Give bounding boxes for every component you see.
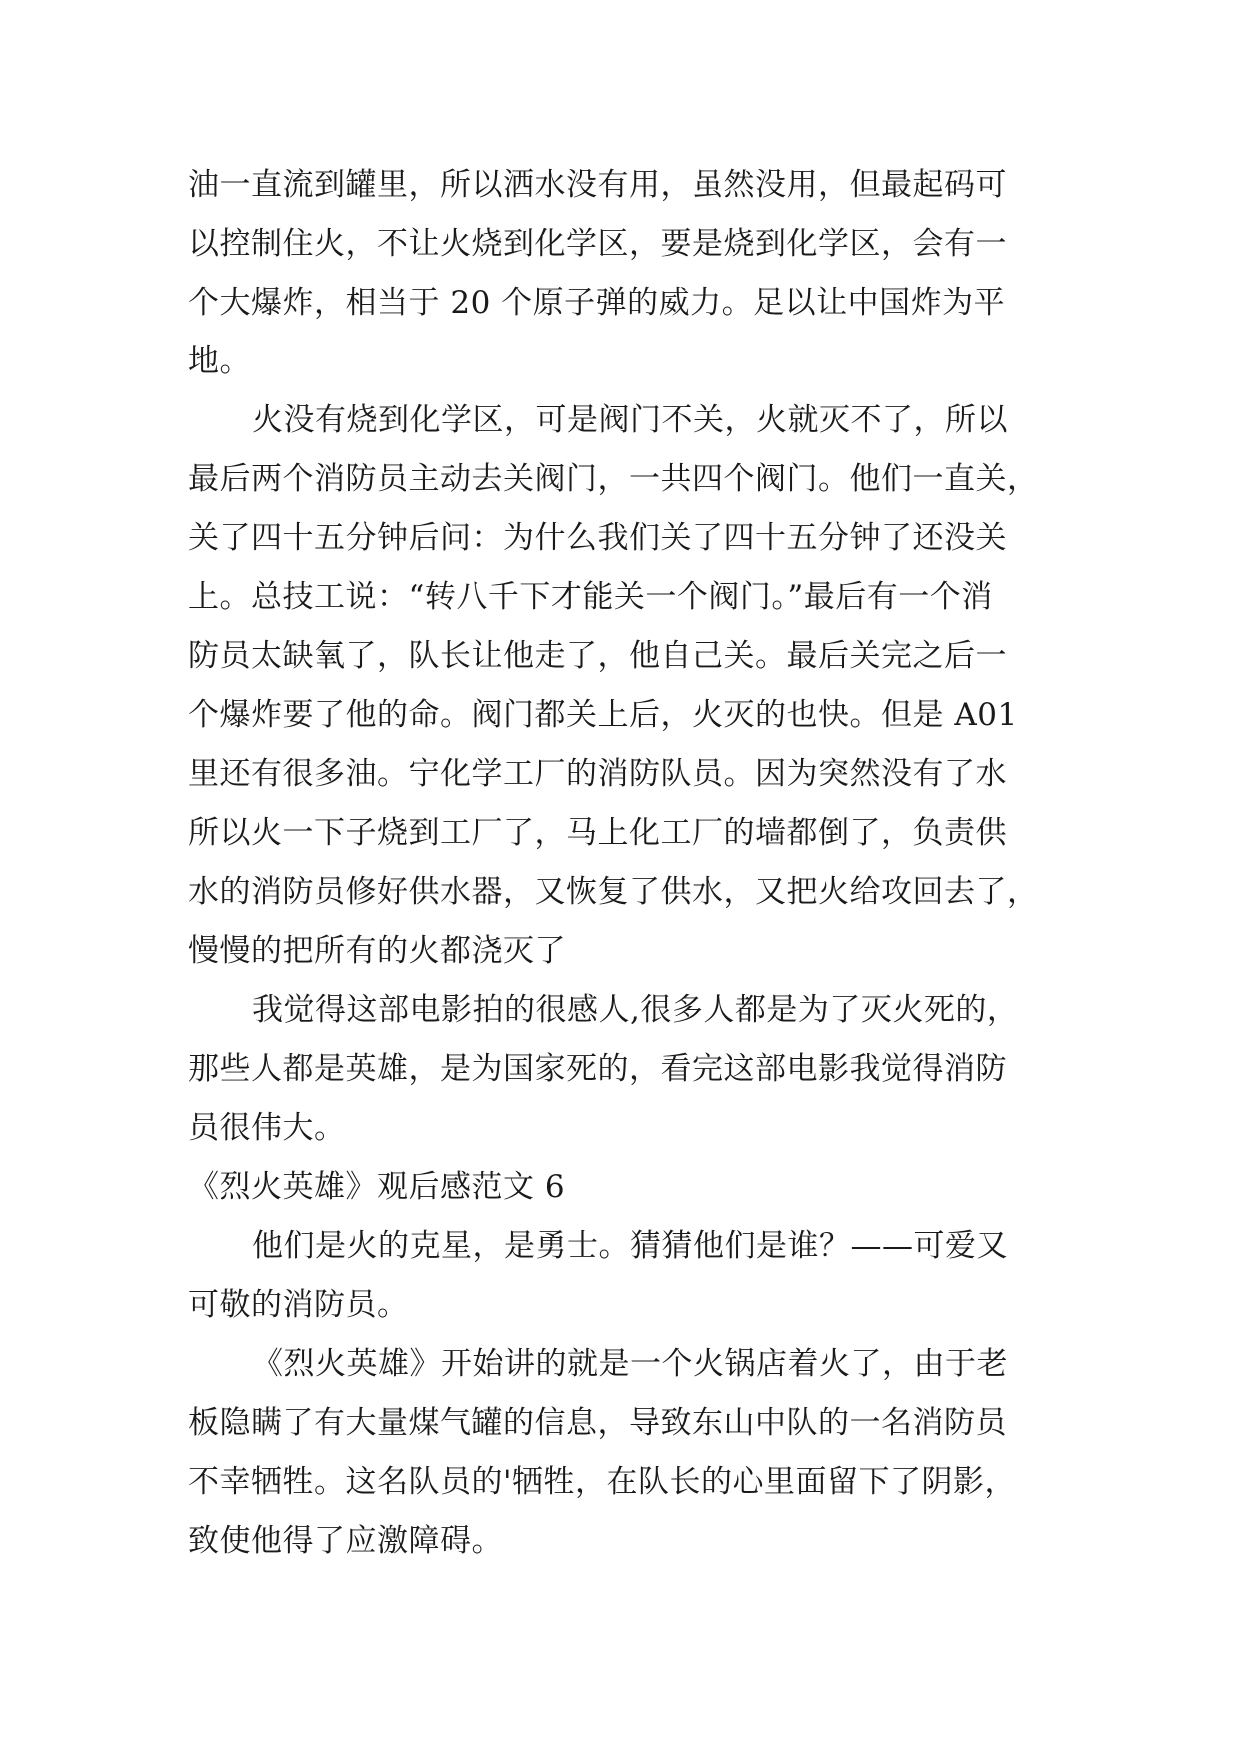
section-heading: 《烈火英雄》观后感范文 6 bbox=[188, 1169, 566, 1205]
text-line: 个爆炸要了他的命。阀门都关上后，火灭的也快。但是 A01 bbox=[188, 697, 1018, 733]
text-line: 那些人都是英雄，是为国家死的，看完这部电影我觉得消防 bbox=[188, 1051, 1007, 1087]
text-line: 上。总技工说：“转八千下才能关一个阀门。”最后有一个消 bbox=[188, 579, 993, 615]
text-line: 最后两个消防员主动去关阀门，一共四个阀门。他们一直关， bbox=[188, 461, 1039, 497]
text-line: 所以火一下子烧到工厂了，马上化工厂的墙都倒了，负责供 bbox=[188, 815, 1007, 851]
text-line: 里还有很多油。宁化学工厂的消防队员。因为突然没有了水 bbox=[188, 756, 1007, 792]
text-line: 个大爆炸，相当于 20 个原子弹的威力。足以让中国炸为平 bbox=[188, 285, 1006, 321]
text-line: 《烈火英雄》开始讲的就是一个火锅店着火了，由于老 bbox=[252, 1346, 1008, 1382]
text-line: 板隐瞒了有大量煤气罐的信息，导致东山中队的一名消防员 bbox=[188, 1405, 1007, 1441]
text-line: 员很伟大。 bbox=[188, 1110, 346, 1146]
text-line: 他们是火的克星，是勇士。猜猜他们是谁？——可爱又 bbox=[252, 1228, 1008, 1264]
text-line: 以控制住火，不让火烧到化学区，要是烧到化学区，会有一 bbox=[188, 226, 1007, 262]
text-line: 水的消防员修好供水器，又恢复了供水，又把火给攻回去了， bbox=[188, 874, 1039, 910]
text-line: 不幸牺牲。这名队员的'牺牲，在队长的心里面留下了阴影， bbox=[188, 1464, 1017, 1500]
text-line: 关了四十五分钟后问：为什么我们关了四十五分钟了还没关 bbox=[188, 520, 1007, 556]
text-line: 地。 bbox=[188, 343, 251, 379]
text-line: 慢慢的把所有的火都浇灭了 bbox=[188, 933, 566, 969]
text-line: 我觉得这部电影拍的很感人,很多人都是为了灭火死的， bbox=[252, 992, 1019, 1028]
text-line: 防员太缺氧了，队长让他走了，他自己关。最后关完之后一 bbox=[188, 638, 1007, 674]
text-line: 火没有烧到化学区，可是阀门不关，火就灭不了，所以 bbox=[252, 402, 1008, 438]
text-line: 油一直流到罐里，所以洒水没有用，虽然没用，但最起码可 bbox=[188, 167, 1007, 203]
text-line: 致使他得了应激障碍。 bbox=[188, 1523, 503, 1559]
text-line: 可敬的消防员。 bbox=[188, 1287, 409, 1323]
